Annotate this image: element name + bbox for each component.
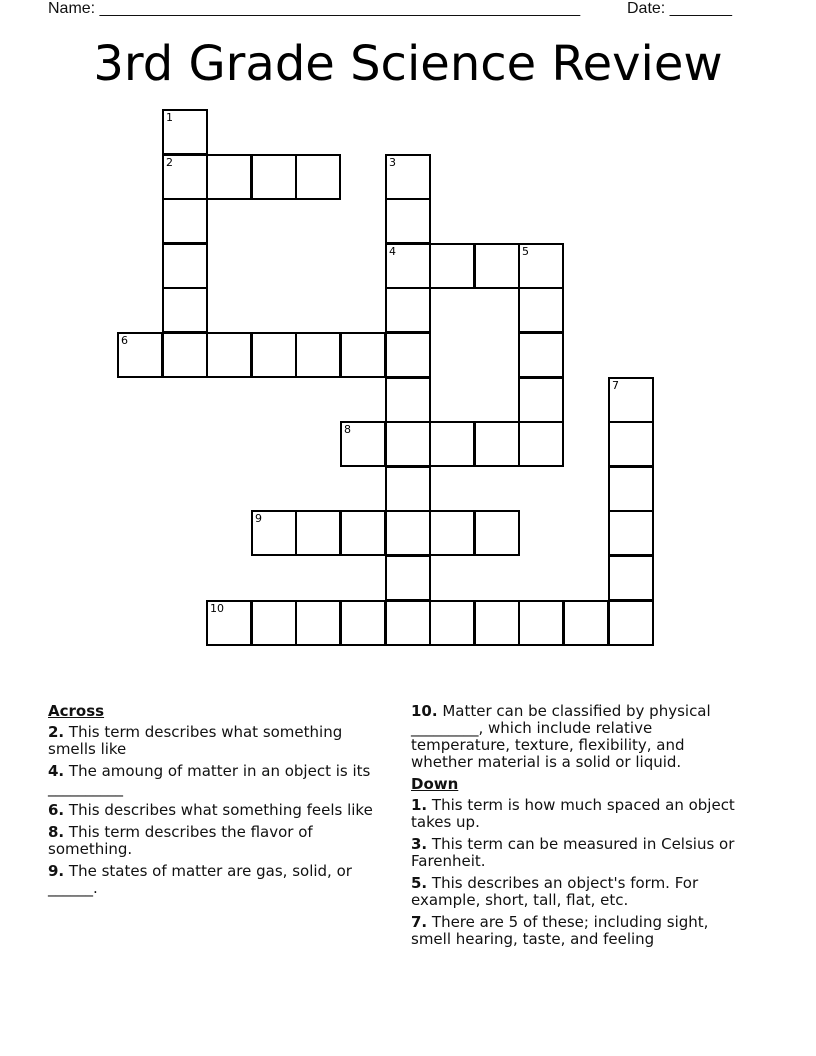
clue-number: 4. xyxy=(48,762,65,780)
clue-text: This term describes the flavor of something. xyxy=(48,823,313,858)
crossword-cell[interactable] xyxy=(429,421,475,467)
crossword-cell[interactable] xyxy=(206,600,252,646)
crossword-cell[interactable] xyxy=(429,510,475,556)
clue-across-8 xyxy=(48,824,388,858)
crossword-cell[interactable] xyxy=(162,243,208,289)
clue-number-label: 9 xyxy=(255,512,262,525)
clue-across-10 xyxy=(411,703,746,771)
date-line[interactable]: Date: _______ xyxy=(627,0,732,17)
crossword-cell[interactable] xyxy=(518,332,564,378)
crossword-cell[interactable] xyxy=(518,600,564,646)
crossword-cell[interactable] xyxy=(474,243,520,289)
crossword-cell[interactable] xyxy=(385,555,431,601)
crossword-cell[interactable] xyxy=(385,510,431,556)
clue-number-label: 7 xyxy=(612,379,619,392)
crossword-cell[interactable] xyxy=(429,600,475,646)
clue-text: This describes an object's form. For example, short, tall, flat, etc. xyxy=(411,874,699,909)
clue-text: Matter can be classified by physical _________, which include relative temperature, texture, flexibility, and whether material is a solid or liquid. xyxy=(411,702,711,771)
crossword-cell[interactable] xyxy=(340,421,386,467)
crossword-cell[interactable] xyxy=(385,466,431,512)
clue-number: 6. xyxy=(48,801,65,819)
crossword-cell[interactable] xyxy=(162,332,208,378)
crossword-cell[interactable] xyxy=(385,154,431,200)
crossword-cell[interactable] xyxy=(608,466,654,512)
clue-number: 8. xyxy=(48,823,65,841)
clue-number-label: 5 xyxy=(522,245,529,258)
crossword-cell[interactable] xyxy=(608,421,654,467)
crossword-cell[interactable] xyxy=(251,510,297,556)
crossword-cell[interactable] xyxy=(162,198,208,244)
clue-text: This describes what something feels like xyxy=(64,801,373,819)
clue-number-label: 2 xyxy=(166,156,173,169)
clue-number-label: 1 xyxy=(166,111,173,124)
crossword-cell[interactable] xyxy=(608,377,654,423)
clue-number-label: 8 xyxy=(344,423,351,436)
down-heading: Down xyxy=(411,775,459,793)
clue-number: 7. xyxy=(411,913,428,931)
name-line[interactable]: Name: ______________________________________________________ xyxy=(48,0,581,17)
crossword-cell[interactable] xyxy=(295,332,341,378)
crossword-cell[interactable] xyxy=(295,510,341,556)
clue-number-label: 4 xyxy=(389,245,396,258)
crossword-cell[interactable] xyxy=(474,600,520,646)
clue-across-4 xyxy=(48,763,388,797)
crossword-cell[interactable] xyxy=(385,421,431,467)
crossword-cell[interactable] xyxy=(385,377,431,423)
crossword-cell[interactable] xyxy=(608,510,654,556)
crossword-cell[interactable] xyxy=(474,510,520,556)
clue-number-label: 3 xyxy=(389,156,396,169)
crossword-cell[interactable] xyxy=(295,600,341,646)
clue-number: 2. xyxy=(48,723,65,741)
clue-number: 5. xyxy=(411,874,428,892)
crossword-cell[interactable] xyxy=(340,600,386,646)
across-heading: Across xyxy=(48,702,105,720)
crossword-cell[interactable] xyxy=(385,243,431,289)
clue-text: This term is how much spaced an object takes up. xyxy=(411,796,735,831)
crossword-cell[interactable] xyxy=(117,332,163,378)
clue-number-label: 6 xyxy=(121,334,128,347)
clue-number-label: 10 xyxy=(210,602,224,615)
crossword-cell[interactable] xyxy=(340,332,386,378)
crossword-cell[interactable] xyxy=(608,555,654,601)
crossword-cell[interactable] xyxy=(385,198,431,244)
clue-down-7 xyxy=(411,914,746,948)
crossword-cell[interactable] xyxy=(162,154,208,200)
clue-number: 9. xyxy=(48,862,65,880)
crossword-cell[interactable] xyxy=(474,421,520,467)
clue-number: 1. xyxy=(411,796,428,814)
clue-text: This term can be measured in Celsius or Farenheit. xyxy=(411,835,735,870)
clue-number: 10. xyxy=(411,702,438,720)
clue-text: The amoung of matter in an object is its __________ xyxy=(48,762,371,797)
crossword-cell[interactable] xyxy=(162,109,208,155)
clue-across-2 xyxy=(48,724,388,758)
crossword-cell[interactable] xyxy=(429,243,475,289)
crossword-cell[interactable] xyxy=(385,332,431,378)
clues-column-left xyxy=(48,703,388,902)
crossword-cell[interactable] xyxy=(251,332,297,378)
crossword-cell[interactable] xyxy=(518,243,564,289)
crossword-cell[interactable] xyxy=(518,377,564,423)
crossword-cell[interactable] xyxy=(563,600,609,646)
crossword-cell[interactable] xyxy=(295,154,341,200)
crossword-cell[interactable] xyxy=(385,600,431,646)
clue-number: 3. xyxy=(411,835,428,853)
crossword-cell[interactable] xyxy=(385,287,431,333)
clue-text: There are 5 of these; including sight, smell hearing, taste, and feeling xyxy=(411,913,709,948)
clue-down-5 xyxy=(411,875,746,909)
clues-column-right xyxy=(411,703,746,953)
clue-text: The states of matter are gas, solid, or ______. xyxy=(48,862,352,897)
crossword-cell[interactable] xyxy=(251,600,297,646)
crossword-cell[interactable] xyxy=(162,287,208,333)
clue-down-3 xyxy=(411,836,746,870)
page-title: 3rd Grade Science Review xyxy=(93,36,723,92)
crossword-cell[interactable] xyxy=(518,287,564,333)
clue-text: This term describes what something smells like xyxy=(48,723,343,758)
clue-down-1 xyxy=(411,797,746,831)
crossword-cell[interactable] xyxy=(340,510,386,556)
crossword-cell[interactable] xyxy=(206,332,252,378)
crossword-cell[interactable] xyxy=(251,154,297,200)
crossword-cell[interactable] xyxy=(518,421,564,467)
crossword-cell[interactable] xyxy=(608,600,654,646)
crossword-cell[interactable] xyxy=(206,154,252,200)
clue-across-6 xyxy=(48,802,388,819)
clue-across-9 xyxy=(48,863,388,897)
